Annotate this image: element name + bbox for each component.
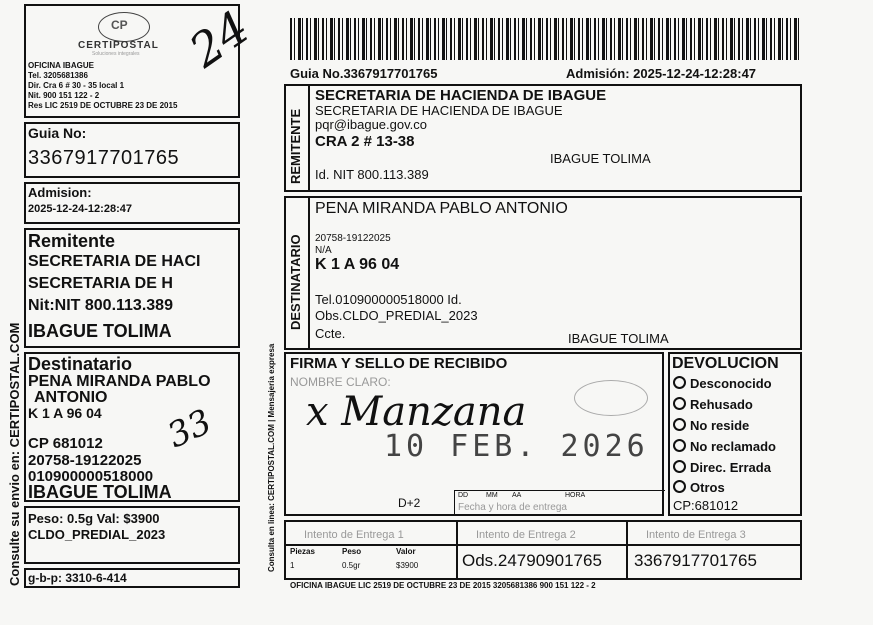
logo-text: CERTIPOSTAL <box>78 40 159 51</box>
guia-number: 3367917701765 <box>28 147 180 169</box>
admision-value: 2025-12-24-12:28:47 <box>28 203 132 215</box>
destinatario-line-1: PENA MIRANDA PABLO <box>28 373 211 390</box>
destinatario-obs: Obs.CLDO_PREDIAL_2023 <box>315 308 478 323</box>
footer: OFICINA IBAGUE LIC 2519 DE OCTUBRE 23 DE 2015 3205681386 900 151 122 - 2 <box>290 581 596 590</box>
remitente-city: IBAGUE TOLIMA <box>550 151 651 166</box>
destinatario-tel: Tel.010900000518000 Id. <box>315 292 462 307</box>
stamp-logo <box>574 380 648 416</box>
dev-cp: CP:681012 <box>673 498 739 513</box>
dev-option-2: Rehusado <box>673 397 753 411</box>
remitente-nit: Id. NIT 800.113.389 <box>315 167 429 182</box>
guia-line: Guia No.3367917701765 <box>290 66 438 81</box>
radio-icon <box>673 376 686 389</box>
intento-3: Intento de Entrega 3 <box>646 529 746 541</box>
remitente-line-1: SECRETARIA DE HACI <box>28 253 201 270</box>
date-mm: MM <box>486 492 498 499</box>
nombre-claro: NOMBRE CLARO: <box>290 375 391 389</box>
peso-line: Peso: 0.5g Val: $3900 <box>28 511 160 526</box>
destinatario-vlabel: DESTINATARIO <box>288 234 303 330</box>
date-caption: Fecha y hora de entrega <box>458 502 567 513</box>
date-aa: AA <box>512 492 522 499</box>
destinatario-na: N/A <box>315 245 332 256</box>
admision-line: Admisión: 2025-12-24-12:28:47 <box>566 66 757 81</box>
destinatario-line-7: IBAGUE TOLIMA <box>28 482 172 502</box>
office-line-4: Nit. 900 151 122 - 2 <box>28 91 100 100</box>
destinatario-city: IBAGUE TOLIMA <box>568 331 669 346</box>
admision-label: Admision: <box>28 185 92 200</box>
destinatario-line-3: K 1 A 96 04 <box>28 405 102 421</box>
valor-head: Valor <box>396 547 416 556</box>
left-side-text: Consulte su envio en: CERTIPOSTAL.COM <box>7 322 22 586</box>
remitente-line-3: Nit:NIT 800.113.389 <box>28 297 173 314</box>
d2-label: D+2 <box>398 496 421 510</box>
dev-option-5: Direc. Errada <box>673 460 771 474</box>
destinatario-ref: 20758-19122025 <box>315 233 391 244</box>
piezas-head: Piezas <box>290 547 315 556</box>
intento-2: Intento de Entrega 2 <box>476 529 576 541</box>
radio-icon <box>673 439 686 452</box>
radio-icon <box>673 480 686 493</box>
firma-title: FIRMA Y SELLO DE RECIBIDO <box>290 355 508 372</box>
barcode <box>290 18 800 60</box>
dev-option-6: Otros <box>673 480 725 494</box>
destinatario-line-4: CP 681012 <box>28 435 103 452</box>
remitente-line-4: IBAGUE TOLIMA <box>28 321 172 341</box>
piezas-value: 1 <box>290 561 295 570</box>
date-dd: DD <box>458 492 469 499</box>
destinatario-line-5: 20758-19122025 <box>28 452 142 469</box>
right-side-text: Consulta en linea: CERTIPOSTAL.COM | Mensajeria expresa <box>267 343 276 572</box>
remitente-sub: SECRETARIA DE HACIENDA DE IBAGUE <box>315 103 563 118</box>
destinatario-name: PENA MIRANDA PABLO ANTONIO <box>315 200 568 217</box>
remitente-line-2: SECRETARIA DE H <box>28 275 173 292</box>
gbp: g-b-p: 3310-6-414 <box>28 571 127 585</box>
remitente-email: pqr@ibague.gov.co <box>315 117 427 132</box>
office-line-2: Tel. 3205681386 <box>28 71 88 80</box>
valor-value: $3900 <box>396 561 419 570</box>
peso-value: 0.5gr <box>342 561 361 570</box>
stamp-date: 10 FEB. 2026 <box>384 429 649 464</box>
intento-1: Intento de Entrega 1 <box>304 529 404 541</box>
handwritten-top: 24 <box>179 0 259 78</box>
dev-option-1: Desconocido <box>673 376 772 390</box>
cldo-line: CLDO_PREDIAL_2023 <box>28 527 166 542</box>
destinatario-label: Destinatario <box>28 354 133 374</box>
handwritten-signature: x Manzana <box>306 389 527 435</box>
radio-icon <box>673 418 686 431</box>
office-line-1: OFICINA IBAGUE <box>28 61 94 70</box>
guia-label: Guia No: <box>28 125 87 141</box>
destinatario-ccte: Ccte. <box>315 326 346 341</box>
ods-number: Ods.24790901765 <box>462 551 602 570</box>
remitente-name: SECRETARIA DE HACIENDA DE IBAGUE <box>315 87 607 104</box>
destinatario-line-6: 010900000518000 <box>28 468 154 485</box>
remitente-label: Remitente <box>28 231 116 251</box>
destinatario-line-2: ANTONIO <box>34 389 108 406</box>
radio-icon <box>673 460 686 473</box>
guia-bottom: 3367917701765 <box>634 551 757 570</box>
logo-sub: Soluciones integrales <box>92 51 140 57</box>
devolucion-title: DEVOLUCION <box>672 355 779 372</box>
remitente-vlabel: REMITENTE <box>288 108 303 184</box>
logo-cp-icon: CP <box>111 18 128 32</box>
office-line-3: Dir. Cra 6 # 30 - 35 local 1 <box>28 81 125 90</box>
dev-option-3: No reside <box>673 418 749 432</box>
dev-option-4: No reclamado <box>673 439 776 453</box>
peso-head: Peso <box>342 547 362 556</box>
destinatario-panel <box>284 196 802 350</box>
date-hora: HORA <box>565 492 586 499</box>
remitente-address: CRA 2 # 13-38 <box>315 133 415 150</box>
destinatario-address: K 1 A 96 04 <box>315 256 400 273</box>
radio-icon <box>673 397 686 410</box>
office-line-5: Res LIC 2519 DE OCTUBRE 23 DE 2015 <box>28 101 178 110</box>
handwritten-mid: 33 <box>161 401 218 457</box>
